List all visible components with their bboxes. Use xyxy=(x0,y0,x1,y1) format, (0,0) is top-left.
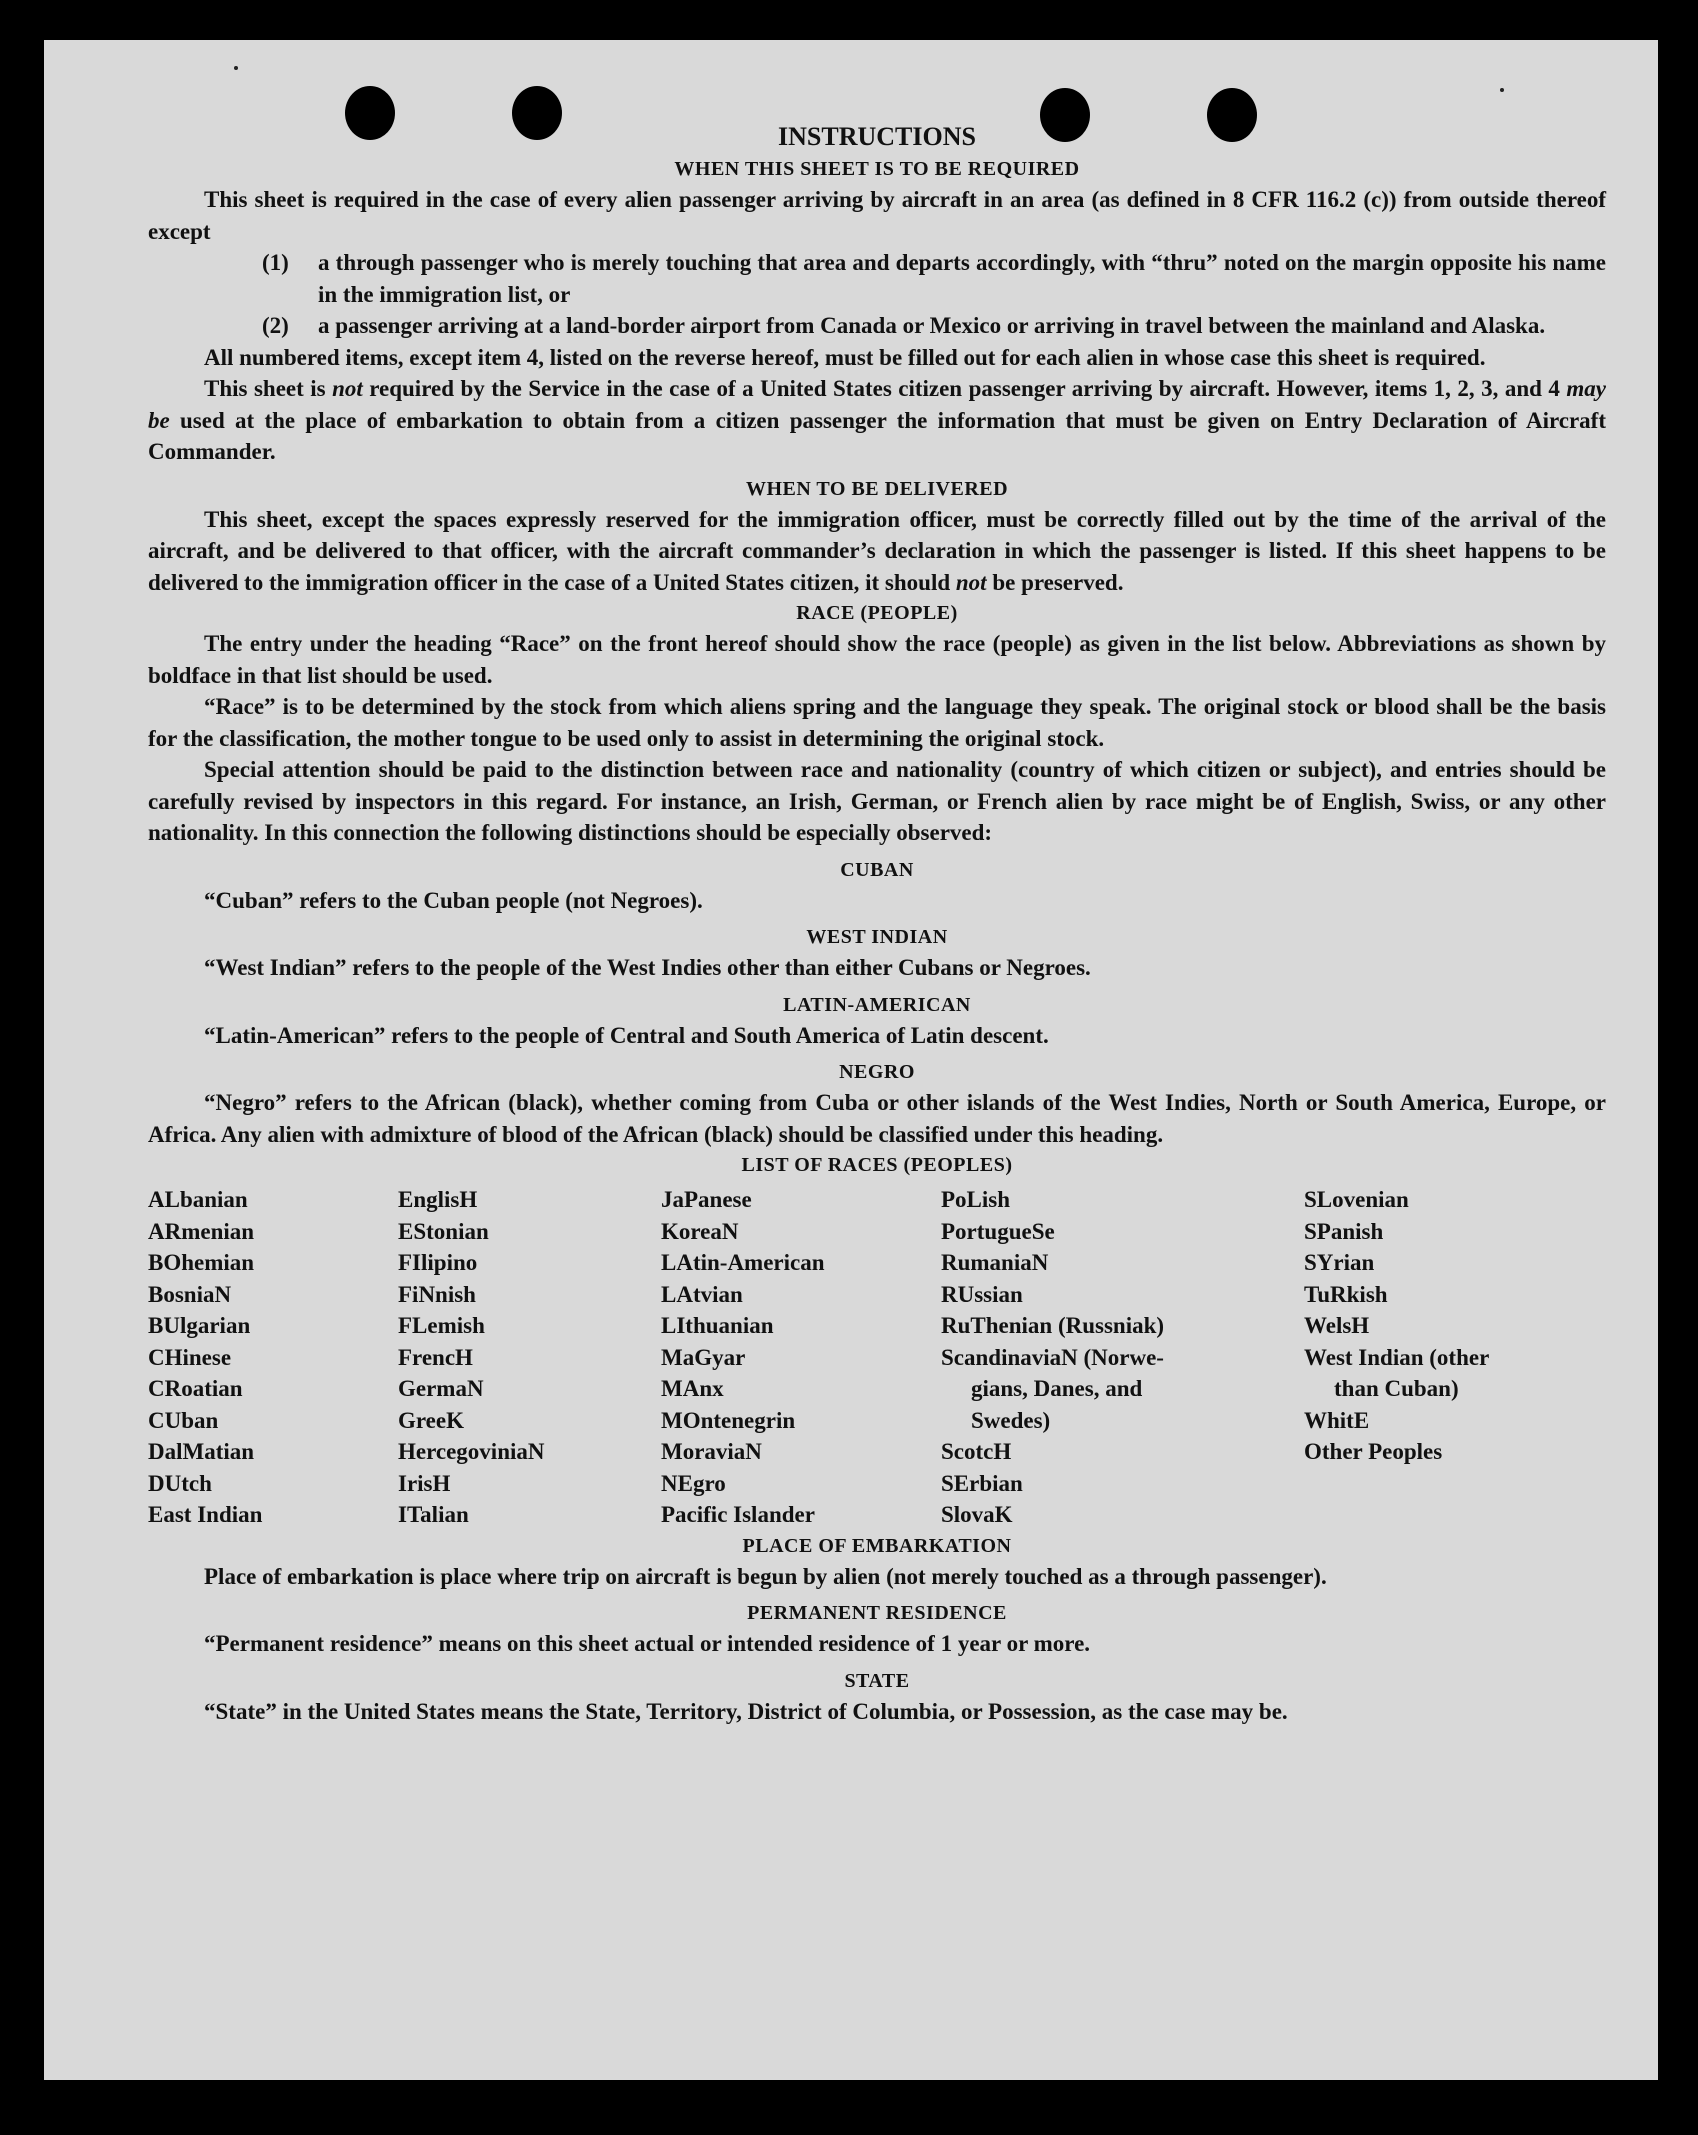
race-entry: ITalian xyxy=(398,1502,469,1527)
race-entry: LAtin-American xyxy=(661,1250,825,1275)
speck xyxy=(234,66,238,70)
text-run: used at the place of embarkation to obtain from a citizen passenger the information that must be given on Entry Declaration of Aircraft Commander. xyxy=(148,407,1606,464)
race-column xyxy=(398,1184,661,1531)
document-page xyxy=(44,40,1658,2080)
text-run: This sheet is xyxy=(204,376,333,401)
numbered-item xyxy=(262,310,1606,342)
italic-text: may be xyxy=(148,376,1606,433)
race-entry: HercegoviniaN xyxy=(398,1439,545,1464)
section-heading: STATE xyxy=(844,1669,910,1692)
race-entry: FIlipino xyxy=(398,1250,478,1275)
numbered-item xyxy=(262,247,1606,310)
paragraph: This sheet is required in the case of every alien passenger arriving by aircraft in an area (as defined in 8 CFR 116.2 (c)) from outside thereof except xyxy=(148,187,1606,244)
paragraph: Place of embarkation is place where trip on aircraft is begun by alien (not merely touched as a through passenger). xyxy=(204,1563,1327,1589)
race-entry: EnglisH xyxy=(398,1187,478,1212)
race-entry: BOhemian xyxy=(148,1250,255,1275)
race-entry: SlovaK xyxy=(941,1502,1013,1527)
race-entry: DalMatian xyxy=(148,1439,255,1464)
race-entry-continued: gians, Danes, and xyxy=(971,1376,1143,1401)
paragraph: “State” in the United States means the State, Territory, District of Columbia, or Possession, as the case may be. xyxy=(204,1698,1288,1724)
race-entry: DUtch xyxy=(148,1470,212,1496)
race-entry: PoLish xyxy=(941,1187,1011,1212)
section-heading: LIST OF RACES (PEOPLES) xyxy=(741,1154,1013,1176)
race-entry: EStonian xyxy=(398,1218,489,1244)
italic-text: not xyxy=(955,569,987,595)
race-entry: FrencH xyxy=(398,1344,473,1370)
item-number: (2) xyxy=(262,313,289,338)
race-entry-continued: than Cuban) xyxy=(1334,1376,1459,1401)
race-entry: RuThenian (Russniak) xyxy=(941,1313,1165,1338)
item-number: (1) xyxy=(262,250,289,275)
race-entry: ALbanian xyxy=(148,1187,248,1212)
section-heading: CUBAN xyxy=(840,858,914,881)
race-entry: FiNnish xyxy=(398,1281,476,1307)
race-entry: ScotcH xyxy=(941,1439,1012,1464)
bold-text: boldface xyxy=(148,662,232,688)
race-entry: JaPanese xyxy=(661,1187,752,1212)
race-entry: ARmenian xyxy=(148,1218,255,1244)
race-entry: GreeK xyxy=(398,1407,464,1433)
race-entry: GermaN xyxy=(398,1376,484,1401)
text-run: in that list should be used. xyxy=(231,662,493,688)
race-entry: RumaniaN xyxy=(941,1250,1049,1275)
paragraph xyxy=(148,628,1606,691)
race-entry: MaGyar xyxy=(661,1344,746,1370)
race-entry: MoraviaN xyxy=(661,1439,762,1464)
race-column xyxy=(941,1184,1304,1531)
race-entry: NEgro xyxy=(661,1470,726,1496)
race-entry: SYrian xyxy=(1304,1250,1375,1275)
race-entry-continued: Swedes) xyxy=(971,1407,1051,1433)
item-text: a through passenger who is merely touching that area and departs accordingly, with “thru” noted on the margin opposite his name in the immigration list, or xyxy=(318,250,1606,307)
race-entry: East Indian xyxy=(148,1502,263,1527)
race-entry: CRoatian xyxy=(148,1376,243,1401)
paragraph: Special attention should be paid to the distinction between race and nationality (country of which citizen or subject), and entries should be carefully revised by inspectors in this regard. For instance, an Irish, German, or French alien by race might be of English, Swiss, or any other nationality. In this connection the following distinctions should be especially observed: xyxy=(148,757,1606,845)
section-heading: NEGRO xyxy=(839,1061,915,1083)
race-entry: CUban xyxy=(148,1407,219,1433)
section-heading: PLACE OF EMBARKATION xyxy=(742,1534,1012,1557)
italic-text: not xyxy=(332,376,363,401)
race-entry: WelsH xyxy=(1304,1313,1370,1338)
text-run: be preserved. xyxy=(986,569,1124,595)
paragraph: “Race” is to be determined by the stock from which aliens spring and the language they speak. The original stock or blood shall be the basis for the classification, the mother tongue to be used only to assist in determining the original stock. xyxy=(148,694,1606,751)
race-entry: WhitE xyxy=(1304,1407,1370,1433)
race-entry: BosniaN xyxy=(148,1281,232,1307)
instructions-text xyxy=(148,120,1606,1727)
race-entry: PortugueSe xyxy=(941,1218,1055,1244)
race-entry: MOntenegrin xyxy=(661,1407,796,1433)
race-entry: FLemish xyxy=(398,1313,485,1338)
section-heading: WHEN TO BE DELIVERED xyxy=(745,477,1009,500)
race-entry: TuRkish xyxy=(1304,1281,1388,1307)
paragraph: “West Indian” refers to the people of the West Indies other than either Cubans or Negroes. xyxy=(204,955,1091,980)
section-heading: RACE (PEOPLE) xyxy=(796,602,958,624)
paragraph: “Cuban” refers to the Cuban people (not Negroes). xyxy=(204,887,703,913)
paragraph: “Latin-American” refers to the people of Central and South America of Latin descent. xyxy=(204,1022,1049,1048)
race-entry: IrisH xyxy=(398,1470,451,1496)
paragraph xyxy=(148,373,1606,468)
race-entry: CHinese xyxy=(148,1344,232,1370)
race-entry: BUlgarian xyxy=(148,1313,251,1338)
paragraph: “Permanent residence” means on this sheet actual or intended residence of 1 year or more. xyxy=(204,1631,1091,1656)
race-entry: SLovenian xyxy=(1304,1187,1409,1212)
paragraph: All numbered items, except item 4, listed on the reverse hereof, must be filled out for each alien in whose case this sheet is required. xyxy=(204,344,1486,370)
text-run: This sheet, except the spaces expressly reserved for the immigration officer, must be correctly filled out by the time of the arrival of the aircraft, and be delivered to that officer, with the aircraft commander’s declaration in which the passenger is listed. If this sheet happens to be delivered to the immigration officer in the case of a United States citizen, it should xyxy=(148,506,1606,595)
race-entry: LAtvian xyxy=(661,1281,743,1307)
race-column xyxy=(661,1184,941,1531)
section-heading: PERMANENT RESIDENCE xyxy=(747,1602,1007,1624)
race-entry: West Indian (other xyxy=(1304,1344,1490,1370)
section-heading: WHEN THIS SHEET IS TO BE REQUIRED xyxy=(674,158,1080,180)
race-entry: ScandinaviaN (Norwe- xyxy=(941,1344,1164,1370)
paragraph: “Negro” refers to the African (black), whether coming from Cuba or other islands of the West Indies, North or South America, Europe, or Africa. Any alien with admixture of blood of the African (black) should be classified under this heading. xyxy=(148,1090,1606,1147)
race-entry: LIthuanian xyxy=(661,1313,774,1338)
text-run: required by the Service in the case of a United States citizen passenger arriving by aircraft. However, items 1, 2, 3, and 4 xyxy=(362,376,1567,401)
race-column xyxy=(148,1184,398,1531)
race-entry: SErbian xyxy=(941,1470,1023,1496)
item-text: a passenger arriving at a land-border airport from Canada or Mexico or arriving in travel between the mainland and Alaska. xyxy=(318,313,1546,338)
race-entry: Other Peoples xyxy=(1304,1439,1443,1464)
race-entry: KoreaN xyxy=(661,1218,739,1244)
race-entry: MAnx xyxy=(661,1376,724,1401)
page-title: INSTRUCTIONS xyxy=(778,122,976,151)
section-heading: LATIN-AMERICAN xyxy=(783,993,971,1016)
race-column xyxy=(1304,1184,1604,1531)
race-entry: SPanish xyxy=(1304,1218,1384,1244)
paragraph xyxy=(148,504,1606,599)
race-list xyxy=(148,1184,1606,1531)
text-run: The entry under the heading “Race” on the front hereof should show the race (people) as given in the list below. Abbreviations as shown by xyxy=(204,631,1606,656)
speck xyxy=(1500,88,1504,92)
section-heading: WEST INDIAN xyxy=(806,926,948,948)
race-entry: RUssian xyxy=(941,1281,1023,1307)
race-entry: Pacific Islander xyxy=(661,1502,815,1527)
